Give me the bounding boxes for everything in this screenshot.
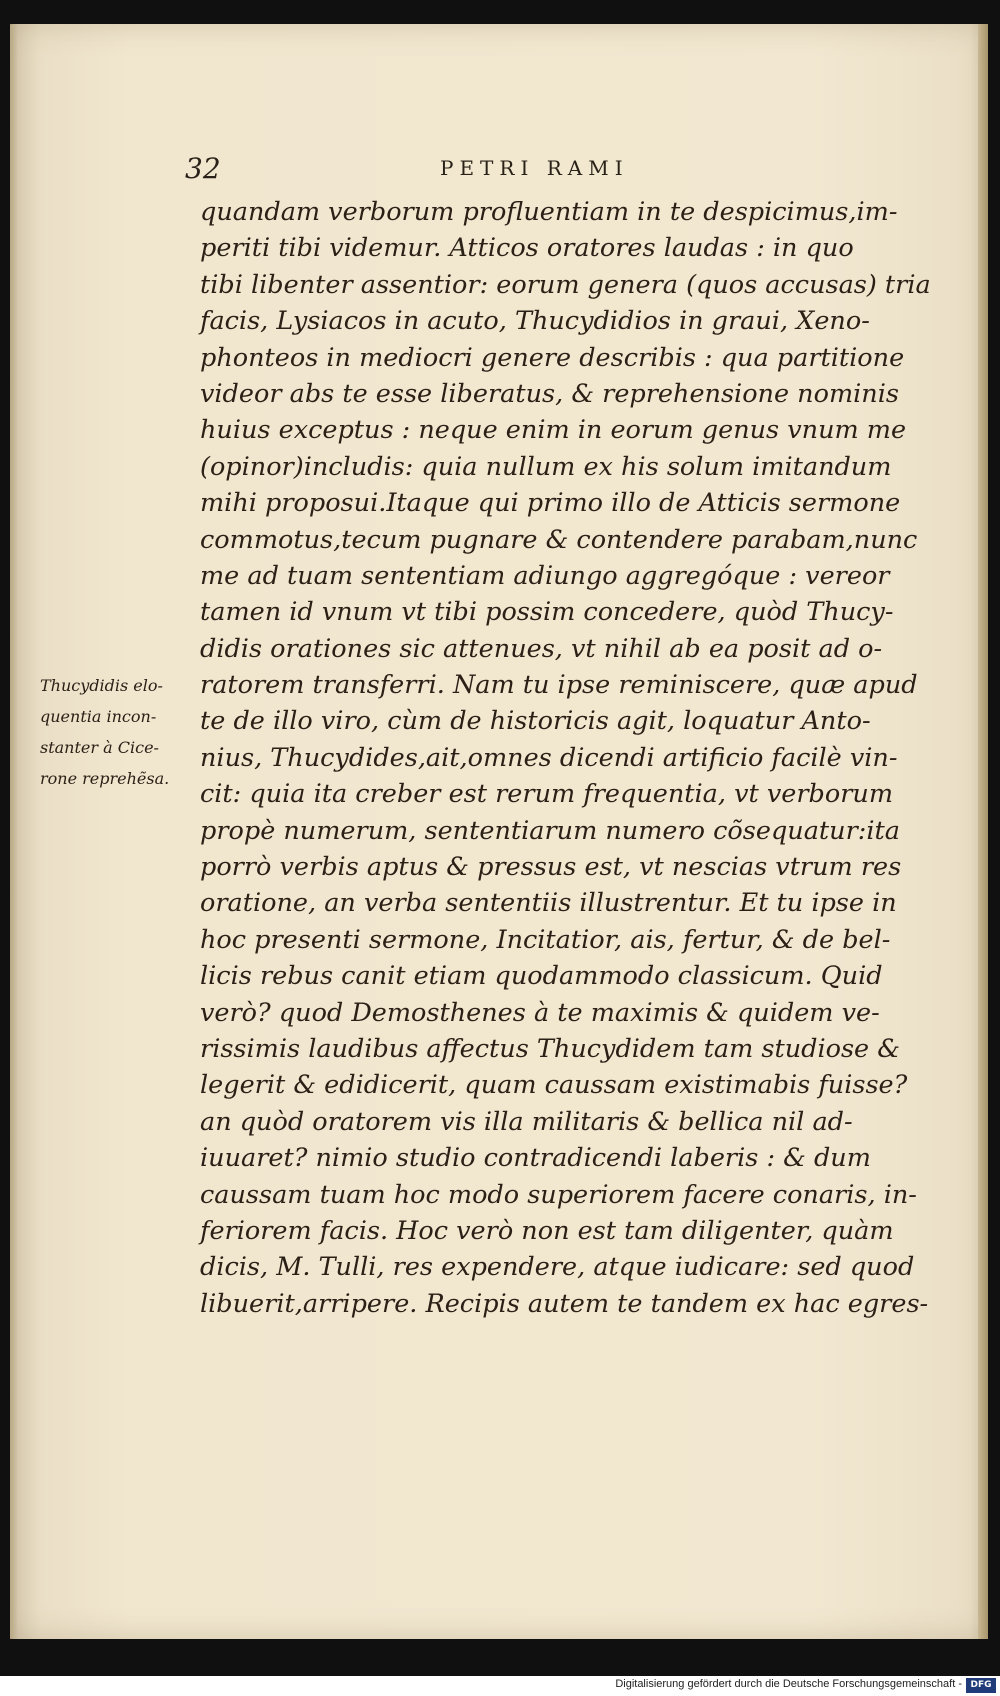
text-line: (opinor)includis: quia nullum ex his solum imitandum	[200, 451, 892, 482]
text-line: an quòd oratorem vis illa militaris & bellica nil ad-	[200, 1106, 853, 1137]
marginal-note	[40, 670, 200, 794]
text-line: propè numerum, sententiarum numero cõsequatur:ita	[200, 815, 900, 846]
text-line: cit: quia ita creber est rerum frequentia, vt verborum	[200, 779, 893, 810]
text-line: iuuaret? nimio studio contradicendi laberis : & dum	[200, 1143, 871, 1174]
marginal-note-line: rone reprehẽsa.	[40, 769, 170, 788]
text-line: didis orationes sic attenues, vt nihil ab ea posit ad o-	[200, 633, 883, 664]
text-line: legerit & edidicerit, quam caussam existimabis fuisse?	[200, 1070, 908, 1101]
text-line: feriorem facis. Hoc verò non est tam diligenter, quàm	[200, 1215, 894, 1246]
text-line: facis, Lysiacos in acuto, Thucydidios in graui, Xeno-	[200, 306, 870, 337]
running-head	[10, 152, 988, 192]
text-line: tibi libenter assentior: eorum genera (quos accusas) tria	[200, 269, 931, 300]
text-line: rissimis laudibus affectus Thucydidem tam studiose &	[200, 1033, 900, 1064]
marginal-note-line: stanter à Cice-	[40, 738, 159, 757]
text-line: videor abs te esse liberatus, & reprehensione nominis	[200, 378, 899, 409]
text-line: te de illo viro, cùm de historicis agit, loquatur Anto-	[200, 706, 871, 737]
text-line: tamen id vnum vt tibi possim concedere, quòd Thucy-	[200, 597, 894, 628]
marginal-note-line: Thucydidis elo-	[40, 676, 163, 695]
text-line: periti tibi videmur. Atticos oratores laudas : in quo	[200, 233, 854, 264]
text-line: mihi proposui.Itaque qui primo illo de Atticis sermone	[200, 488, 901, 519]
text-line: phonteos in mediocri genere describis : qua partitione	[200, 342, 905, 373]
text-line: commotus,tecum pugnare & contendere parabam,nunc	[200, 524, 918, 555]
text-line: oratione, an verba sententiis illustrentur. Et tu ipse in	[200, 888, 897, 919]
text-line: verò? quod Demosthenes à te maximis & quidem ve-	[200, 997, 880, 1028]
marginal-note-line: quentia incon-	[40, 707, 157, 726]
funding-credit: Digitalisierung gefördert durch die Deutsche Forschungsgemeinschaft -	[615, 1678, 962, 1690]
body-text	[200, 194, 940, 1322]
page-gutter	[10, 24, 18, 1639]
running-head-title: PETRI RAMI	[440, 156, 629, 180]
text-line: quandam verborum profluentiam in te despicimus,im-	[200, 197, 898, 227]
text-line: huius exceptus : neque enim in eorum genus vnum me	[200, 415, 907, 446]
footer-bar	[0, 1676, 1000, 1696]
text-line: hoc presenti sermone, Incitatior, ais, fertur, & de bel-	[200, 924, 891, 955]
text-line: ratorem transferri. Nam tu ipse reminiscere, quæ apud	[200, 670, 918, 701]
book-page	[10, 24, 988, 1639]
text-line: caussam tuam hoc modo superiorem facere conaris, in-	[200, 1179, 917, 1210]
text-line: licis rebus canit etiam quodammodo classicum. Quid	[200, 961, 883, 992]
dfg-logo: DFG	[966, 1678, 996, 1693]
page-number: 32	[185, 152, 221, 185]
text-line: me ad tuam sententiam adiungo aggregóque : vereor	[200, 560, 890, 591]
text-line: porrò verbis aptus & pressus est, vt nescias vtrum res	[200, 852, 902, 883]
text-line: nius, Thucydides,ait,omnes dicendi artificio facilè vin-	[200, 742, 898, 773]
text-line: libuerit,arripere. Recipis autem te tandem ex hac egres-	[200, 1288, 929, 1319]
text-line: dicis, M. Tulli, res expendere, atque iudicare: sed quod	[200, 1252, 915, 1283]
page-fore-edge	[978, 24, 988, 1639]
